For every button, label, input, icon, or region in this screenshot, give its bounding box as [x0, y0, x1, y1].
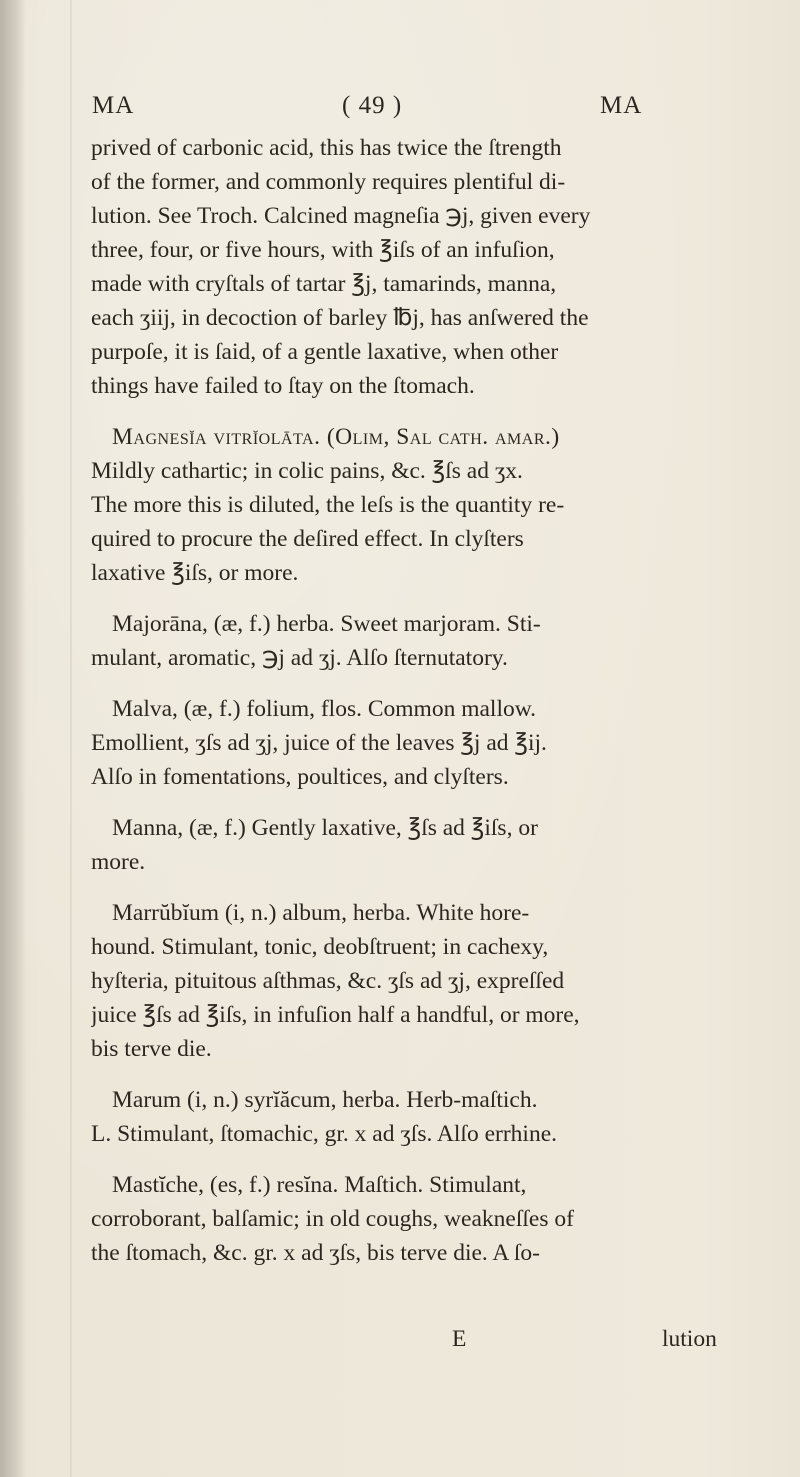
text-line: purpoſe, it is ſaid, of a gentle laxative, when other [91, 339, 559, 365]
text-line: Mildly cathartic; in colic pains, &c. ℥ſs ad ʒx. [91, 458, 523, 484]
page-gutter-shadow [0, 0, 26, 1477]
text-line: Alſo in fomentations, poultices, and clyſters. [91, 764, 509, 790]
text-line: laxative ℥iſs, or more. [91, 560, 299, 586]
text-line: juice ℥ſs ad ℥iſs, in infuſion half a handful, or more, [91, 1002, 580, 1028]
entry-malva: Malva, (æ, f.) folium, flos. Common mallow. [112, 696, 537, 722]
text-line: L. Stimulant, ſtomachic, gr. x ad ʒſs. Alſo errhine. [91, 1121, 557, 1147]
text-line: corroborant, balſamic; in old coughs, weakneſſes of [91, 1206, 574, 1232]
entry-magnesia-vitriolata: Magnesĭa vitrĭolāta. (Olim, Sal cath. amar.) [112, 424, 560, 450]
catchword: lution [662, 1326, 717, 1352]
text-line: bis terve die. [91, 1036, 212, 1062]
text-line: mulant, aromatic, ℈j ad ʒj. Alſo ſternutatory. [91, 645, 508, 671]
entry-marum: Marum (i, n.) syrĭăcum, herba. Herb-maſtich. [112, 1087, 538, 1113]
text-line: prived of carbonic acid, this has twice the ſtrength [91, 135, 562, 161]
text-line: The more this is diluted, the leſs is the quantity re- [91, 492, 565, 518]
entry-manna: Manna, (æ, f.) Gently laxative, ℥ſs ad ℥iſs, or [112, 815, 538, 841]
page-footer [0, 1326, 800, 1360]
header-right-guideword: MA [600, 92, 643, 119]
page-number: ( 49 ) [342, 92, 403, 119]
body-text [91, 131, 737, 1270]
entry-mastiche: Mastĭche, (es, f.) resĭna. Maſtich. Stimulant, [112, 1172, 527, 1198]
text-line: more. [91, 849, 146, 875]
text-line: of the former, and commonly requires plentiful di- [91, 169, 566, 195]
text-line: hyſteria, pituitous aſthmas, &c. ʒſs ad ʒj, expreſſed [91, 968, 565, 994]
entry-marrubium: Marrŭbĭum (i, n.) album, herba. White hore- [112, 900, 530, 926]
text-line: lution. See Troch. Calcined magneſia ℈j, given every [91, 203, 591, 229]
text-line: quired to procure the deſired effect. In clyſters [91, 526, 524, 552]
running-header [0, 92, 800, 126]
margin-shadow [70, 0, 72, 1477]
entry-majorana: Majorāna, (æ, f.) herba. Sweet marjoram. Sti- [112, 611, 541, 637]
signature-mark: E [452, 1326, 467, 1352]
text-line: Emollient, ʒſs ad ʒj, juice of the leaves ℥j ad ℥ij. [91, 730, 547, 756]
text-line: each ʒiij, in decoction of barley ℔j, has anſwered the [91, 305, 589, 331]
text-line: hound. Stimulant, tonic, deobſtruent; in cachexy, [91, 934, 549, 960]
text-line: made with cryſtals of tartar ℥j, tamarinds, manna, [91, 271, 557, 297]
header-left-guideword: MA [92, 92, 135, 119]
text-line: three, four, or five hours, with ℥iſs of an infuſion, [91, 237, 555, 263]
text-line: things have failed to ſtay on the ſtomach. [91, 373, 475, 399]
text-line: the ſtomach, &c. gr. x ad ʒſs, bis terve die. A ſo- [91, 1240, 541, 1266]
